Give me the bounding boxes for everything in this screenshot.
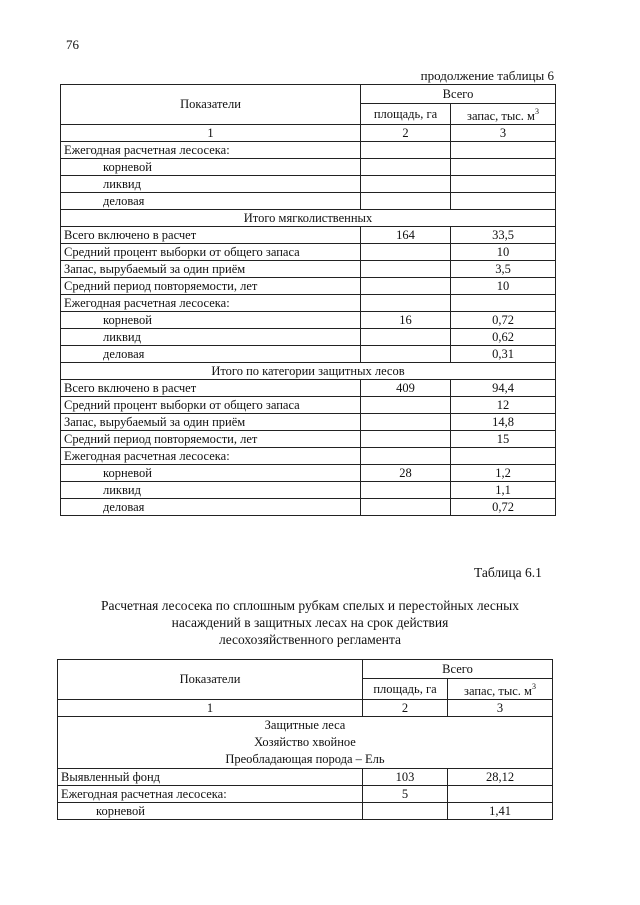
table-continuation-note: продолжение таблицы 6 <box>420 68 554 83</box>
row-area <box>361 482 451 499</box>
row-label: корневой <box>61 159 361 176</box>
row-label: деловая <box>61 499 361 516</box>
row-stock <box>451 448 556 465</box>
row-stock: 1,1 <box>451 482 556 499</box>
row-area <box>361 346 451 363</box>
row-label: Всего включено в расчет <box>61 227 361 244</box>
caption-line: насаждений в защитных лесах на срок действия <box>171 615 449 630</box>
row-stock: 14,8 <box>451 414 556 431</box>
row-label: ликвид <box>61 176 361 193</box>
column-number-2: 2 <box>361 125 451 142</box>
table-row <box>61 176 556 193</box>
row-area: 164 <box>361 227 451 244</box>
table-row <box>61 193 556 210</box>
section-block <box>58 717 553 769</box>
row-label: Средний процент выборки от общего запаса <box>61 244 361 261</box>
section-soft-deciduous-total: Итого мягколиственных <box>61 210 556 227</box>
row-label: Запас, вырубаемый за один приём <box>61 414 361 431</box>
row-label: деловая <box>61 346 361 363</box>
row-stock: 1,2 <box>451 465 556 482</box>
row-stock: 1,41 <box>448 803 553 820</box>
row-area <box>363 803 448 820</box>
row-stock: 0,72 <box>451 312 556 329</box>
header-indicators: Показатели <box>58 660 363 700</box>
table-row <box>61 397 556 414</box>
row-stock <box>448 786 553 803</box>
table-row <box>61 312 556 329</box>
header-area: площадь, га <box>361 104 451 125</box>
section-line: Хозяйство хвойное <box>254 735 356 749</box>
table-row <box>61 261 556 278</box>
row-area: 28 <box>361 465 451 482</box>
header-total: Всего <box>363 660 553 679</box>
section-line: Преобладающая порода – Ель <box>225 752 385 766</box>
header-area: площадь, га <box>363 679 448 700</box>
row-area <box>361 261 451 278</box>
section-row <box>61 210 556 227</box>
column-number-3: 3 <box>451 125 556 142</box>
row-area <box>361 159 451 176</box>
row-stock <box>451 142 556 159</box>
row-stock: 10 <box>451 244 556 261</box>
table-row <box>61 227 556 244</box>
page-number: 76 <box>66 37 79 52</box>
table-row <box>61 499 556 516</box>
row-area <box>361 193 451 210</box>
row-label: ликвид <box>61 329 361 346</box>
row-area <box>361 278 451 295</box>
row-label: Средний период повторяемости, лет <box>61 278 361 295</box>
row-label: корневой <box>61 465 361 482</box>
table-row <box>61 295 556 312</box>
row-stock: 33,5 <box>451 227 556 244</box>
row-label: Средний процент выборки от общего запаса <box>61 397 361 414</box>
table-row <box>61 465 556 482</box>
row-area: 409 <box>361 380 451 397</box>
row-stock: 12 <box>451 397 556 414</box>
row-stock: 3,5 <box>451 261 556 278</box>
row-label: деловая <box>61 193 361 210</box>
header-total: Всего <box>361 85 556 104</box>
caption-line: Расчетная лесосека по сплошным рубкам спелых и перестойных лесных <box>101 598 519 613</box>
section-line: Защитные леса <box>264 718 346 732</box>
section-row <box>61 363 556 380</box>
row-area: 16 <box>361 312 451 329</box>
table-row <box>61 278 556 295</box>
row-stock: 94,4 <box>451 380 556 397</box>
column-number-3: 3 <box>448 700 553 717</box>
table-row <box>61 431 556 448</box>
caption-line: лесохозяйственного регламента <box>218 632 402 647</box>
row-label: Запас, вырубаемый за один приём <box>61 261 361 278</box>
row-area <box>361 329 451 346</box>
row-label: корневой <box>61 312 361 329</box>
row-area <box>361 448 451 465</box>
row-stock <box>451 159 556 176</box>
row-stock <box>451 176 556 193</box>
table-row <box>61 244 556 261</box>
row-stock: 15 <box>451 431 556 448</box>
table-row <box>61 448 556 465</box>
row-area: 103 <box>363 769 448 786</box>
table-row <box>61 142 556 159</box>
section-protective-forests-total: Итого по категории защитных лесов <box>61 363 556 380</box>
column-number-1: 1 <box>58 700 363 717</box>
row-area <box>361 142 451 159</box>
row-label: Ежегодная расчетная лесосека: <box>58 786 363 803</box>
column-number-2: 2 <box>363 700 448 717</box>
row-area <box>361 397 451 414</box>
row-stock <box>451 295 556 312</box>
row-stock: 0,72 <box>451 499 556 516</box>
table-row <box>58 769 553 786</box>
row-label: Средний период повторяемости, лет <box>61 431 361 448</box>
column-number-1: 1 <box>61 125 361 142</box>
row-label: Ежегодная расчетная лесосека: <box>61 142 361 159</box>
table-row <box>61 329 556 346</box>
row-label: Ежегодная расчетная лесосека: <box>61 295 361 312</box>
row-stock <box>451 193 556 210</box>
row-area <box>361 414 451 431</box>
table-row <box>61 414 556 431</box>
row-area <box>361 244 451 261</box>
row-area: 5 <box>363 786 448 803</box>
row-label: ликвид <box>61 482 361 499</box>
header-stock: запас, тыс. $м^3$ <box>451 104 556 125</box>
forest-table-continued <box>60 84 556 516</box>
table-label: Таблица 6.1 <box>474 565 542 580</box>
row-area <box>361 499 451 516</box>
row-label: Всего включено в расчет <box>61 380 361 397</box>
row-label: корневой <box>58 803 363 820</box>
row-stock: 10 <box>451 278 556 295</box>
row-area <box>361 431 451 448</box>
row-stock: 28,12 <box>448 769 553 786</box>
table-row <box>61 380 556 397</box>
table-row <box>61 482 556 499</box>
table-row <box>61 159 556 176</box>
table-row <box>58 786 553 803</box>
row-area <box>361 176 451 193</box>
row-stock: 0,31 <box>451 346 556 363</box>
row-stock: 0,62 <box>451 329 556 346</box>
table-row <box>61 346 556 363</box>
row-area <box>361 295 451 312</box>
forest-table-6-1 <box>57 659 553 820</box>
header-stock: запас, тыс. $м^3$ <box>448 679 553 700</box>
header-indicators: Показатели <box>61 85 361 125</box>
row-label: Ежегодная расчетная лесосека: <box>61 448 361 465</box>
row-label: Выявленный фонд <box>58 769 363 786</box>
table-caption <box>60 597 560 648</box>
table-row <box>58 803 553 820</box>
